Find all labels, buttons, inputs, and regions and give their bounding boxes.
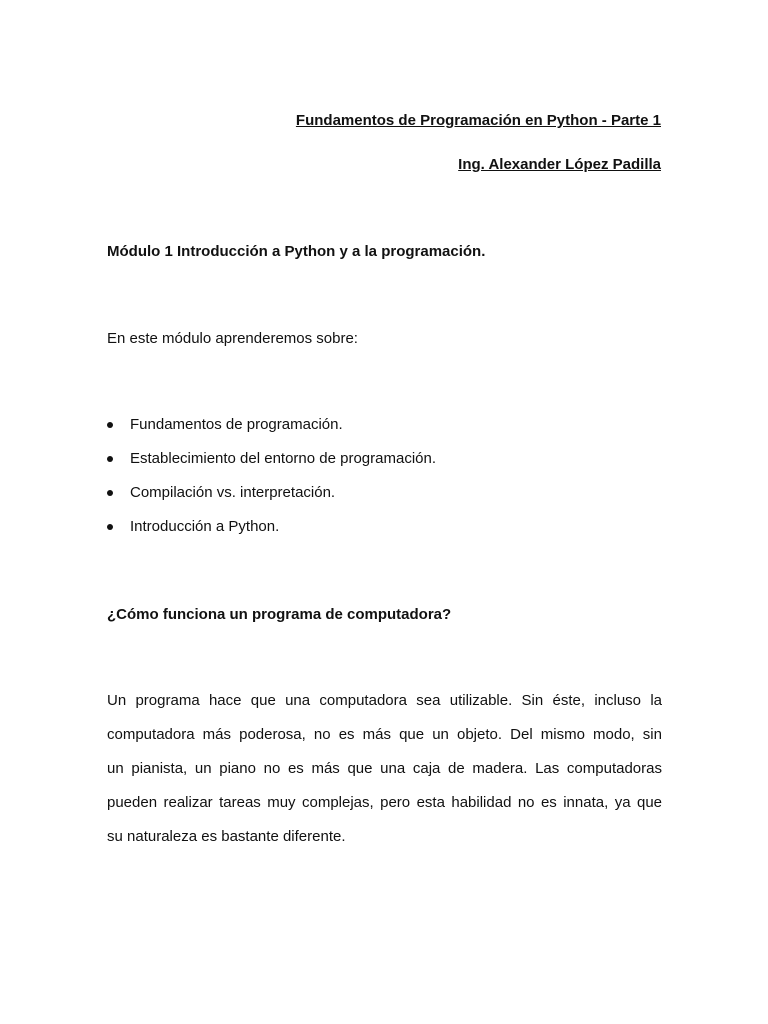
paragraph-line: un pianista, un piano no es más que una caja de madera. Las computadoras — [107, 760, 662, 777]
document-title: Fundamentos de Programación en Python - Parte 1 — [295, 112, 661, 129]
module-heading: Módulo 1 Introducción a Python y a la programación. — [107, 243, 486, 260]
bullet-icon — [107, 490, 113, 496]
bullet-icon — [107, 456, 113, 462]
paragraph-line: Un programa hace que una computadora sea utilizable. Sin éste, incluso la — [107, 692, 662, 709]
body-paragraph — [107, 692, 662, 862]
intro-text: En este módulo aprenderemos sobre: — [107, 330, 358, 347]
topic-text: Establecimiento del entorno de programación. — [130, 450, 437, 467]
topic-text: Fundamentos de programación. — [130, 416, 343, 433]
paragraph-line: pueden realizar tareas muy complejas, pero esta habilidad no es innata, ya que — [107, 794, 662, 811]
document-author: Ing. Alexander López Padilla — [458, 156, 661, 173]
bullet-icon — [107, 422, 113, 428]
paragraph-line: computadora más poderosa, no es más que un objeto. Del mismo modo, sin — [107, 726, 662, 743]
paragraph-line: su naturaleza es bastante diferente. — [107, 828, 346, 845]
topic-text: Compilación vs. interpretación. — [130, 484, 336, 501]
bullet-icon — [107, 524, 113, 530]
topic-text: Introducción a Python. — [130, 518, 280, 535]
section-question-heading: ¿Cómo funciona un programa de computadora? — [107, 606, 452, 623]
